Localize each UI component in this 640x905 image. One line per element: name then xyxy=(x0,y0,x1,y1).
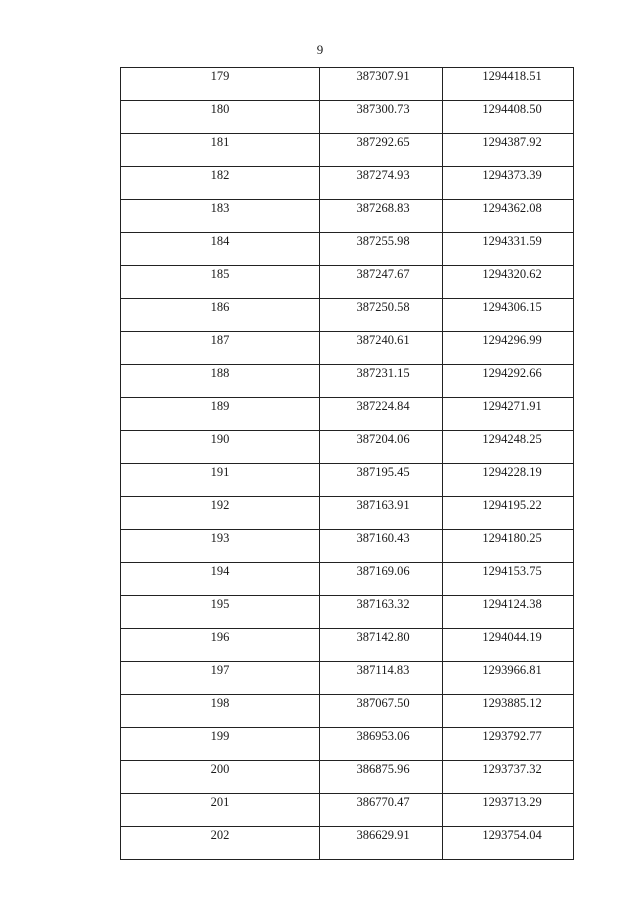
point-number-cell: 179 xyxy=(121,68,320,101)
point-number-cell: 188 xyxy=(121,365,320,398)
y-coordinate-cell: 1294195.22 xyxy=(443,497,574,530)
x-coordinate-cell: 387142.80 xyxy=(320,629,443,662)
y-coordinate-cell: 1294296.99 xyxy=(443,332,574,365)
point-number-cell: 182 xyxy=(121,167,320,200)
table-row xyxy=(121,167,574,200)
point-number-cell: 183 xyxy=(121,200,320,233)
table-row xyxy=(121,629,574,662)
y-coordinate-cell: 1294408.50 xyxy=(443,101,574,134)
table-row xyxy=(121,233,574,266)
point-number-cell: 190 xyxy=(121,431,320,464)
x-coordinate-cell: 387231.15 xyxy=(320,365,443,398)
table-row xyxy=(121,365,574,398)
point-number-cell: 194 xyxy=(121,563,320,596)
y-coordinate-cell: 1294362.08 xyxy=(443,200,574,233)
point-number-cell: 199 xyxy=(121,728,320,761)
point-number-cell: 181 xyxy=(121,134,320,167)
x-coordinate-cell: 387114.83 xyxy=(320,662,443,695)
table-row xyxy=(121,827,574,860)
point-number-cell: 184 xyxy=(121,233,320,266)
x-coordinate-cell: 387163.91 xyxy=(320,497,443,530)
table-row xyxy=(121,497,574,530)
y-coordinate-cell: 1293713.29 xyxy=(443,794,574,827)
table-row xyxy=(121,332,574,365)
table-row xyxy=(121,200,574,233)
table-row xyxy=(121,431,574,464)
table-row xyxy=(121,299,574,332)
x-coordinate-cell: 387195.45 xyxy=(320,464,443,497)
point-number-cell: 192 xyxy=(121,497,320,530)
table-row xyxy=(121,464,574,497)
y-coordinate-cell: 1294180.25 xyxy=(443,530,574,563)
table-row xyxy=(121,563,574,596)
y-coordinate-cell: 1294292.66 xyxy=(443,365,574,398)
y-coordinate-cell: 1294331.59 xyxy=(443,233,574,266)
x-coordinate-cell: 386629.91 xyxy=(320,827,443,860)
page-number: 9 xyxy=(316,42,324,57)
x-coordinate-cell: 387255.98 xyxy=(320,233,443,266)
table-row xyxy=(121,794,574,827)
y-coordinate-cell: 1293885.12 xyxy=(443,695,574,728)
point-number-cell: 186 xyxy=(121,299,320,332)
x-coordinate-cell: 387247.67 xyxy=(320,266,443,299)
x-coordinate-cell: 386770.47 xyxy=(320,794,443,827)
point-number-cell: 187 xyxy=(121,332,320,365)
table-row xyxy=(121,761,574,794)
x-coordinate-cell: 387160.43 xyxy=(320,530,443,563)
x-coordinate-cell: 387250.58 xyxy=(320,299,443,332)
point-number-cell: 196 xyxy=(121,629,320,662)
x-coordinate-cell: 387240.61 xyxy=(320,332,443,365)
x-coordinate-cell: 387292.65 xyxy=(320,134,443,167)
y-coordinate-cell: 1294044.19 xyxy=(443,629,574,662)
y-coordinate-cell: 1294153.75 xyxy=(443,563,574,596)
x-coordinate-cell: 387268.83 xyxy=(320,200,443,233)
x-coordinate-cell: 387307.91 xyxy=(320,68,443,101)
point-number-cell: 197 xyxy=(121,662,320,695)
x-coordinate-cell: 387274.93 xyxy=(320,167,443,200)
coordinates-table xyxy=(120,67,574,860)
x-coordinate-cell: 387163.32 xyxy=(320,596,443,629)
x-coordinate-cell: 387067.50 xyxy=(320,695,443,728)
point-number-cell: 180 xyxy=(121,101,320,134)
point-number-cell: 189 xyxy=(121,398,320,431)
x-coordinate-cell: 387204.06 xyxy=(320,431,443,464)
point-number-cell: 191 xyxy=(121,464,320,497)
point-number-cell: 201 xyxy=(121,794,320,827)
y-coordinate-cell: 1294306.15 xyxy=(443,299,574,332)
table-row xyxy=(121,662,574,695)
point-number-cell: 200 xyxy=(121,761,320,794)
y-coordinate-cell: 1294387.92 xyxy=(443,134,574,167)
y-coordinate-cell: 1294124.38 xyxy=(443,596,574,629)
y-coordinate-cell: 1294271.91 xyxy=(443,398,574,431)
point-number-cell: 193 xyxy=(121,530,320,563)
y-coordinate-cell: 1293754.04 xyxy=(443,827,574,860)
x-coordinate-cell: 387224.84 xyxy=(320,398,443,431)
point-number-cell: 185 xyxy=(121,266,320,299)
point-number-cell: 202 xyxy=(121,827,320,860)
table-row xyxy=(121,695,574,728)
x-coordinate-cell: 387300.73 xyxy=(320,101,443,134)
x-coordinate-cell: 386875.96 xyxy=(320,761,443,794)
point-number-cell: 198 xyxy=(121,695,320,728)
table-row xyxy=(121,134,574,167)
y-coordinate-cell: 1293737.32 xyxy=(443,761,574,794)
y-coordinate-cell: 1294320.62 xyxy=(443,266,574,299)
point-number-cell: 195 xyxy=(121,596,320,629)
table-row xyxy=(121,728,574,761)
y-coordinate-cell: 1293966.81 xyxy=(443,662,574,695)
table-row xyxy=(121,596,574,629)
y-coordinate-cell: 1294373.39 xyxy=(443,167,574,200)
y-coordinate-cell: 1293792.77 xyxy=(443,728,574,761)
table-row xyxy=(121,68,574,101)
table-row xyxy=(121,101,574,134)
y-coordinate-cell: 1294418.51 xyxy=(443,68,574,101)
table-row xyxy=(121,398,574,431)
x-coordinate-cell: 387169.06 xyxy=(320,563,443,596)
y-coordinate-cell: 1294248.25 xyxy=(443,431,574,464)
y-coordinate-cell: 1294228.19 xyxy=(443,464,574,497)
table-row xyxy=(121,530,574,563)
table-row xyxy=(121,266,574,299)
table-body xyxy=(121,68,574,860)
x-coordinate-cell: 386953.06 xyxy=(320,728,443,761)
